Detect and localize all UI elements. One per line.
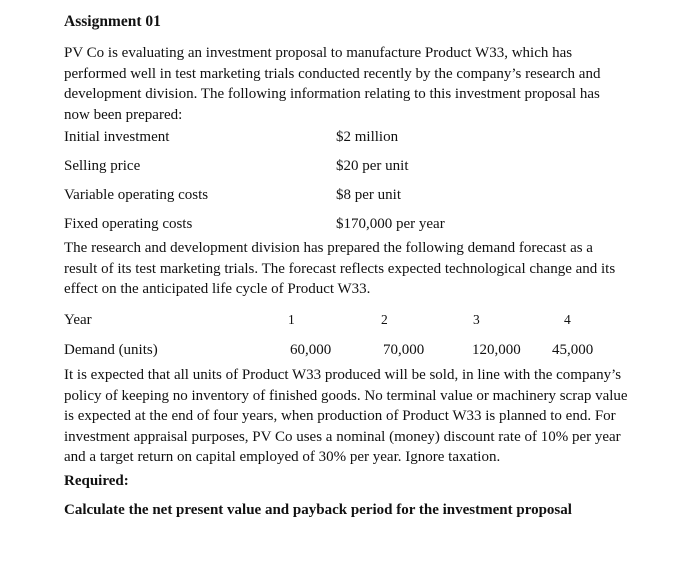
policy-line: investment appraisal purposes, PV Co uses a nominal (money) discount rate of 10% per year: [64, 428, 621, 445]
detail-row-fixed-costs: [64, 214, 674, 234]
year-cell: 4: [564, 312, 571, 327]
detail-label: Fixed operating costs: [64, 216, 193, 232]
policy-paragraph: [64, 365, 674, 468]
detail-value: $20 per unit: [336, 158, 409, 174]
forecast-line: result of its test marketing trials. The forecast reflects expected technological change and its: [64, 260, 616, 277]
policy-line: and a target return on capital employed of 30% per year. Ignore taxation.: [64, 449, 501, 465]
demand-cell: 70,000: [383, 342, 425, 358]
year-cell: 2: [381, 312, 388, 327]
forecast-line: The research and development division has prepared the following demand forecast as a: [64, 240, 593, 256]
year-cell: 1: [288, 312, 295, 327]
intro-line: performed well in test marketing trials conducted recently by the company’s research and: [64, 65, 601, 82]
demand-cell: 45,000: [552, 342, 594, 358]
detail-value: $170,000 per year: [336, 216, 445, 232]
intro-line: development division. The following information relating to this investment proposal has: [64, 86, 600, 102]
detail-label: Selling price: [64, 158, 141, 174]
required-question: Calculate the net present value and payback period for the investment proposal: [64, 502, 572, 518]
detail-value: $2 million: [336, 129, 399, 145]
policy-line: It is expected that all units of Product W33 produced will be sold, in line with the company’s: [64, 367, 622, 383]
intro-paragraph: [64, 43, 674, 125]
detail-row-variable-costs: [64, 185, 674, 205]
demand-label: Demand (units): [64, 342, 158, 358]
intro-line: PV Co is evaluating an investment proposal to manufacture Product W33, which has: [64, 45, 573, 61]
policy-line: policy of keeping no inventory of finished goods. No terminal value or machinery scrap value: [64, 387, 628, 404]
year-cell: 3: [473, 312, 480, 327]
detail-row-initial-investment: [64, 127, 674, 147]
detail-row-selling-price: [64, 156, 674, 176]
policy-line: is expected at the end of four years, when production of Product W33 is planned to end. For: [64, 408, 616, 424]
demand-table-year-row: [64, 310, 674, 330]
demand-cell: 60,000: [290, 342, 332, 358]
required-heading: Required:: [64, 473, 129, 489]
year-label: Year: [64, 312, 92, 328]
detail-label: Variable operating costs: [64, 187, 209, 203]
assignment-title: Assignment 01: [64, 13, 161, 30]
forecast-paragraph: [64, 238, 674, 300]
detail-label: Initial investment: [64, 129, 170, 145]
demand-table-demand-row: [64, 340, 674, 360]
forecast-line: effect on the anticipated life cycle of Product W33.: [64, 281, 371, 297]
intro-line: now been prepared:: [64, 106, 183, 123]
demand-cell: 120,000: [472, 342, 521, 358]
detail-value: $8 per unit: [336, 187, 401, 203]
